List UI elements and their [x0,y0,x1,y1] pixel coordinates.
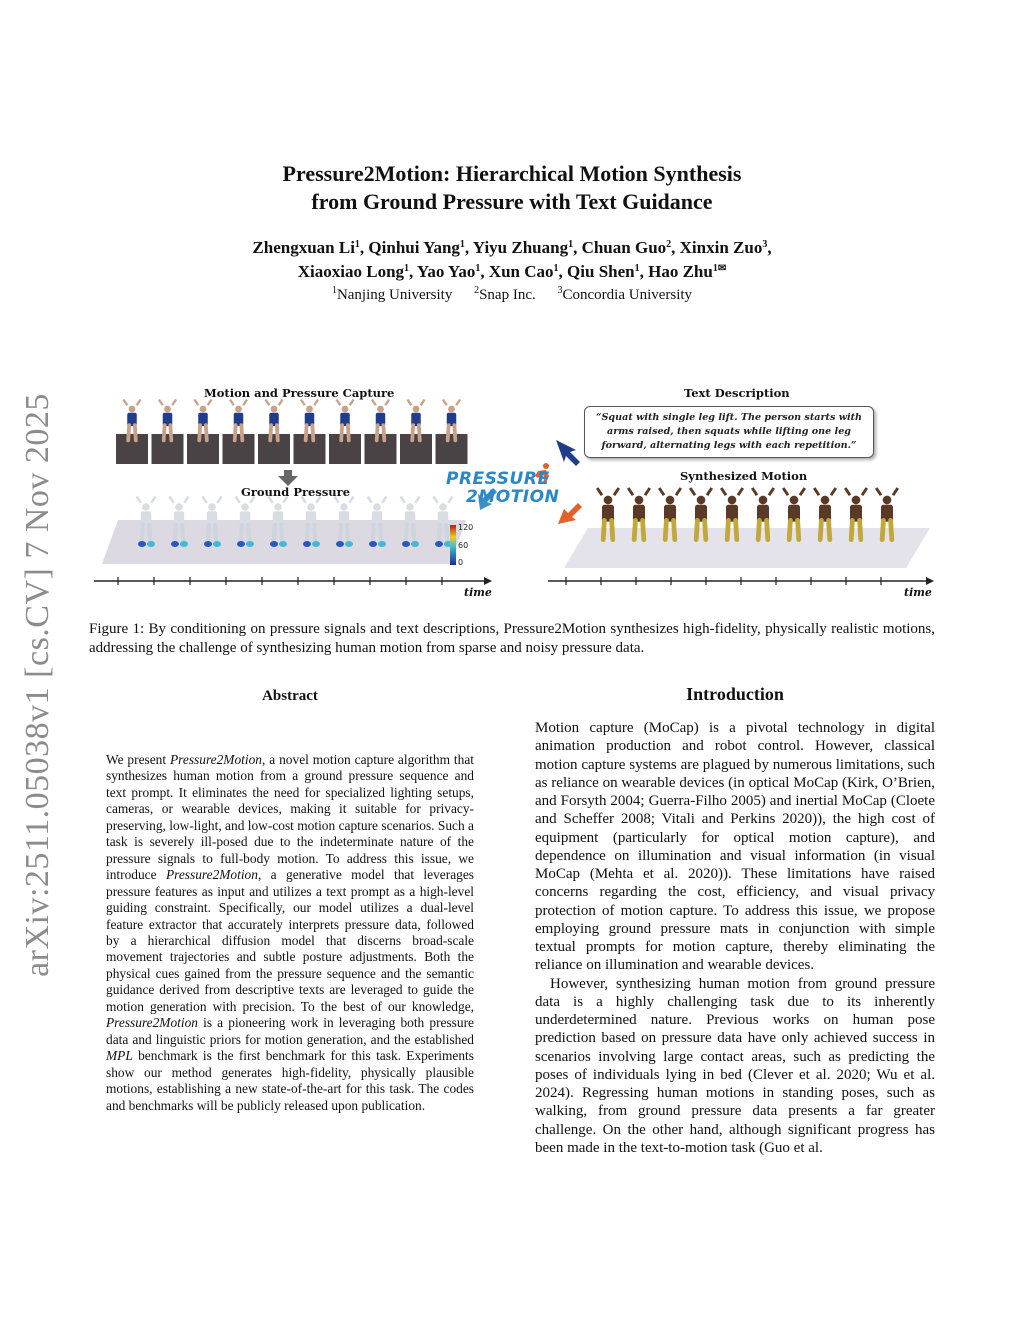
author: Xiaoxiao Long$^1$, [297,262,417,281]
arxiv-sidebar [10,380,66,990]
capture-block [152,434,184,464]
colorbar-tick: 60 [458,541,469,550]
pressure-foot [237,541,245,547]
capture-block [436,434,468,464]
pressure-foot [402,541,410,547]
capture-block [187,434,219,464]
intro-paragraph-2: However, synthesizing human motion from ground pressure data is a highly challenging task due to its inherently underdetermined nature. Previous works on human pose prediction based on pressure data have only achieved success in scenarios involving large contact areas, such as predicting the poses of individuals lying in bed (Clever et al. 2020; Wu et al. 2024). Regressing human motions in standing poses, such as walking, from ground pressure data presents a far greater challenge. On the other hand, although significant progress has been made in the text-to-motion task (Guo et al. [535,975,935,1156]
text-prompt-box: “Squat with single leg lift. The person starts with arms raised, then squats while lifting one leg forward, alternating legs with each repetition.” [584,406,874,458]
capture-block [116,434,148,464]
arxiv-identifier: arXiv:2511.05038v1 [cs.CV] 7 Nov 2025 [19,393,56,977]
ground-pressure-label: Ground Pressure [241,485,351,499]
affiliation: $^3$Concordia University [557,285,693,303]
title-line-2: from Ground Pressure with Text Guidance [311,189,713,214]
author-line-2 [160,260,864,284]
pressure-foot [312,541,320,547]
pressure-foot [435,541,443,547]
title-line-1: Pressure2Motion: Hierarchical Motion Synthesis [282,161,742,186]
author: Qiu Shen$^1$, [567,262,649,281]
author: Chuan Guo$^2$, [581,238,680,257]
capture-block [400,434,432,464]
introduction-heading: Introduction [686,684,784,704]
abstract-text: We present Pressure2Motion, a novel motion capture algorithm that synthesizes human motion from a ground pressure sequence and text prompt. It eliminates the need for specialized lighting setups, cameras, or wearable devices, making it suitable for privacy-preserving, low-light, and low-cost motion capture scenarios. Such a task is severely ill-posed due to the indeterminate nature of the pressure signals to full-body motion. To address this issue, we introduce Pressure2Motion, a generative model that leverages pressure features as input and utilizes a text prompt as a high-level guiding constraint. Specifically, our model utilizes a dual-level feature extractor that accurately interprets pressure data, followed by a hierarchical diffusion model that discerns broad-scale movement trajectories and subtle posture adjustments. Both the physical cues gained from the pressure sequence and the semantic guidance derived from descriptive texts are leveraged to guide the motion generation with precision. To the best of our knowledge, Pressure2Motion is a pioneering work in leveraging both pressure data and linguistic priors for motion generation, and the established MPL benchmark is the first benchmark for this task. Experiments show our method generates high-fidelity, physically plausible motions, establishing a new state-of-the-art for this task. The codes and benchmarks will be publicly released upon publication. [106,752,474,1113]
colorbar-tick: 0 [458,558,464,567]
capture-block [365,434,397,464]
pressure-foot [369,541,377,547]
author: Qinhui Yang$^1$, [368,238,473,257]
pressure2motion-logo: PRESSURE 2MOTION [446,469,560,507]
text-description-title: Text Description [684,386,790,400]
capture-block [329,434,361,464]
author: Zhengxuan Li$^1$, [252,238,369,257]
author: Hao Zhu$^{1✉}$ [648,262,727,281]
pressure-foot [204,541,212,547]
arrowhead-icon [484,577,492,585]
arrowhead-icon [926,577,934,585]
author: Xun Cao$^1$, [488,262,568,281]
pressure-colorbar [450,525,456,565]
time-axis-label: time [464,586,492,599]
synthesized-motion-label: Synthesized Motion [680,469,808,483]
pressure-foot [378,541,386,547]
author-line-1 [160,236,864,260]
pressure-foot [279,541,287,547]
capture-row [116,400,468,465]
pressure-foot [411,541,419,547]
time-axis-label: time [904,586,932,599]
pressure-foot [180,541,188,547]
capture-block [258,434,290,464]
author: Yao Yao$^1$, [416,262,489,281]
affiliations [160,287,864,304]
capture-title: Motion and Pressure Capture [204,386,395,400]
pressure-foot [147,541,155,547]
teaser-figure [88,382,938,604]
author-list [160,236,864,284]
pressure-foot [246,541,254,547]
pressure-foot [336,541,344,547]
introduction-text [535,719,935,1157]
pressure-foot [270,541,278,547]
quote-arrow-icon [556,440,580,466]
paper-title [180,160,844,216]
abstract-heading: Abstract [262,688,318,704]
figure-caption: Figure 1: By conditioning on pressure signals and text descriptions, Pressure2Motion synthesizes high-fidelity, physically realistic motions, addressing the challenge of synthesizing human motion from sparse and noisy pressure data. [89,621,935,656]
pressure-foot [138,541,146,547]
pressure-foot [303,541,311,547]
intro-paragraph-1: Motion capture (MoCap) is a pivotal technology in digital animation production and robot control. However, classical motion capture systems are plagued by numerous limitations, such as reliance on wearable devices (in optical MoCap (Kirk, O’Brien, and Forsyth 2004; Guerra-Filho 2005) and inertial MoCap (Cloete and Scheffer 2008; Vitali and Perkins 2020)), the high cost of equipment (particularly for optical motion capture), and dependence on illumination and visual information (in visual MoCap (Mehta et al. 2020)). These limitations have raised concerns regarding the cost, efficiency, and visual privacy protection of motion capture. To address this issue, we propose employing ground pressure mats in conjunction with simple textual prompts for motion capture, thereby eliminating the reliance on illumination and wearable devices. [535,720,935,974]
capture-block [223,434,255,464]
synthesis-platform [564,528,930,568]
affiliation: $^1$Nanjing University [331,285,453,303]
author: Yiyu Zhuang$^1$, [472,238,582,257]
capture-block [294,434,326,464]
author: Xinxin Zuo$^3$, [679,238,772,257]
pressure-foot [213,541,221,547]
down-arrow-icon [278,470,298,486]
colorbar-tick: 120 [458,523,474,532]
pressure-foot [171,541,179,547]
affiliation: $^2$Snap Inc. [474,285,536,303]
pressure-foot [345,541,353,547]
